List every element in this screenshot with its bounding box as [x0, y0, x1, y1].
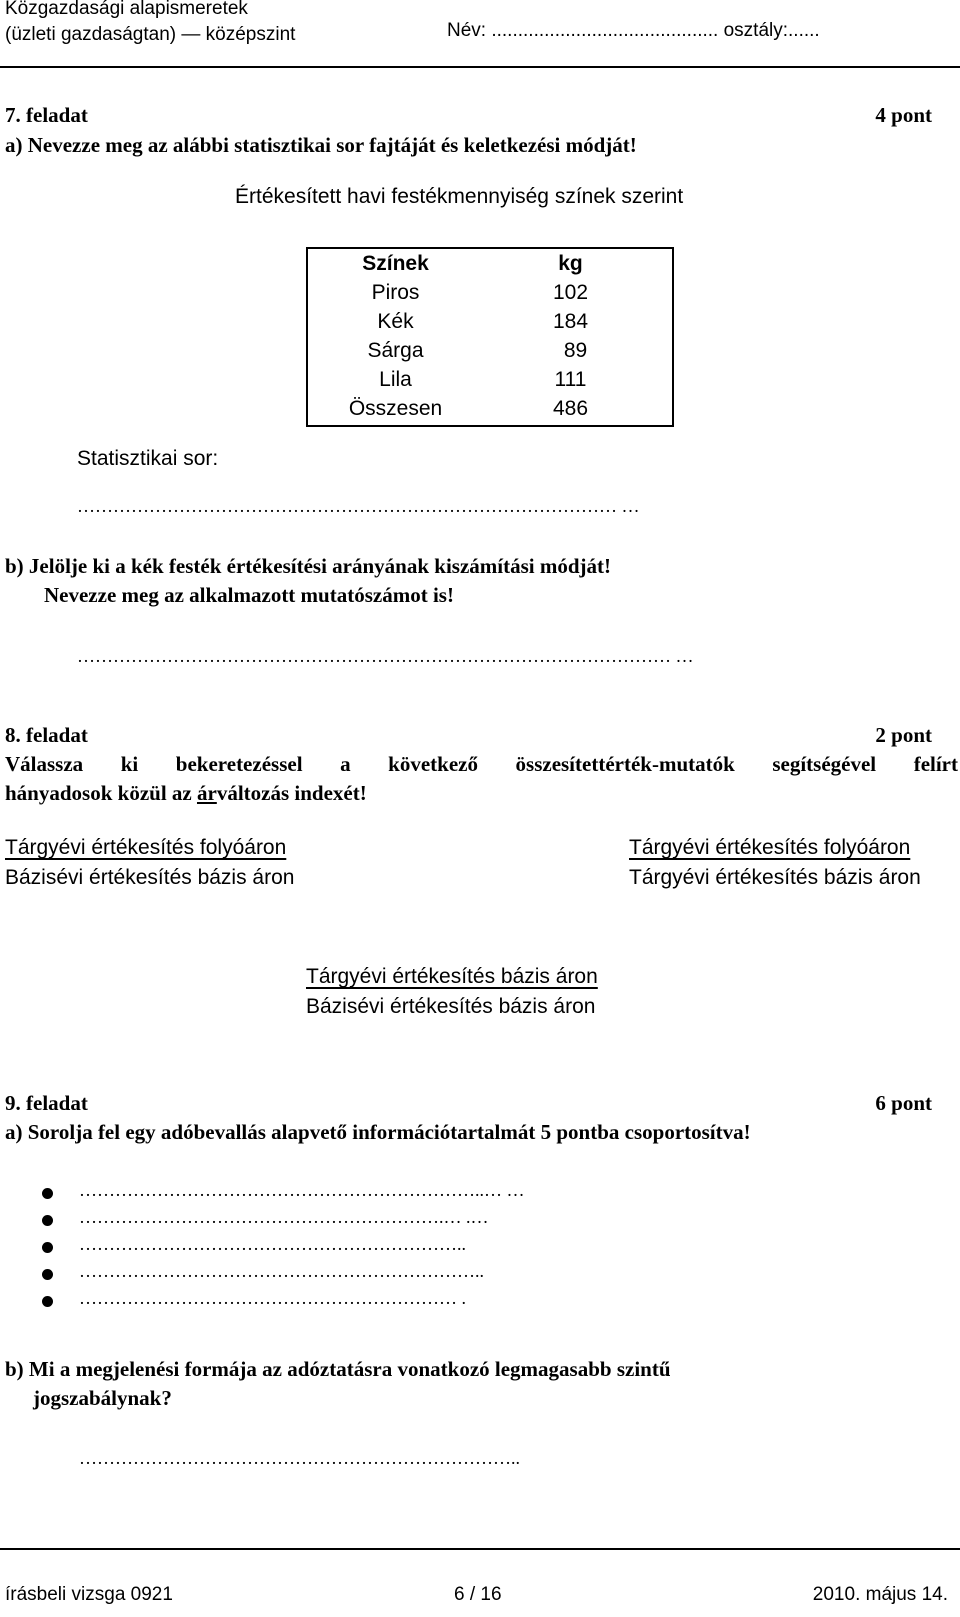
table-row: [308, 281, 672, 311]
question-underlined: ár: [196, 781, 217, 805]
task9-title: 9. feladat: [5, 1091, 88, 1115]
task9-points: 6 pont: [875, 1091, 932, 1115]
task7-points: 4 pont: [875, 103, 932, 127]
task8-title: 8. feladat: [5, 723, 88, 747]
table-cell: 111: [554, 368, 587, 391]
answer-line[interactable]: ………………………………………………………………..: [79, 1448, 520, 1468]
fraction-option-1[interactable]: [5, 833, 294, 893]
answer-line[interactable]: …………………………………………………………..… …: [79, 1180, 525, 1200]
table-title: Értékesített havi festékmennyiség színek szerint: [235, 185, 684, 208]
table-cell: Összesen: [348, 397, 443, 420]
table-row: [308, 368, 672, 398]
table-header-kg: kg: [558, 252, 583, 275]
task9-b-question: b) Mi a megjelenési formája az adóztatásra vonatkozó legmagasabb szintű: [5, 1357, 671, 1381]
footer-divider: [0, 1548, 960, 1550]
stat-series-label: Statisztikai sor:: [77, 447, 219, 470]
fraction-denominator: Tárgyévi értékesítés bázis áron: [629, 866, 921, 889]
answer-line[interactable]: ……………………………………………………………………………………… …: [77, 646, 694, 666]
task7-b-question: b) Jelölje ki a kék festék értékesítési arányának kiszámítási módját!: [5, 554, 612, 578]
answer-line[interactable]: ……………………………………………………… .: [79, 1288, 466, 1308]
table-header-colors: Színek: [362, 252, 429, 275]
subject-title-line1: Közgazdasági alapismeretek: [5, 0, 248, 19]
table-row: [308, 310, 672, 340]
task8-points: 2 pont: [875, 723, 932, 747]
bullet-icon: [42, 1188, 53, 1199]
table-cell: Sárga: [367, 339, 424, 362]
footer-exam-code: írásbeli vizsga 0921: [5, 1584, 173, 1605]
task9-b-question-2: jogszabálynak?: [33, 1386, 172, 1410]
name-class-field: Név: ........................................... osztály:......: [447, 20, 820, 41]
fraction-denominator: Bázisévi értékesítés bázis áron: [5, 866, 295, 889]
footer-date: 2010. május 14.: [812, 1584, 948, 1605]
fraction-option-2[interactable]: [629, 833, 921, 893]
table-cell: Kék: [377, 310, 414, 333]
answer-line[interactable]: …………………………………………………………..: [79, 1261, 484, 1281]
header-divider: [0, 66, 960, 68]
task9-a-question: a) Sorolja fel egy adóbevallás alapvető információtartalmát 5 pontba csoportosítva!: [5, 1120, 751, 1144]
fraction-option-3[interactable]: [306, 962, 598, 1022]
table-row: [308, 397, 672, 427]
table-header-row: [308, 252, 672, 282]
bullet-icon: [42, 1242, 53, 1253]
answer-line[interactable]: ………………………………………………………..: [79, 1234, 466, 1254]
answer-line[interactable]: ……………………………………………………………………………… …: [77, 496, 640, 516]
task7-a-question: a) Nevezze meg az alábbi statisztikai sor fajtáját és keletkezési módját!: [5, 133, 637, 157]
page-number: 6 / 16: [454, 1584, 502, 1605]
table-cell: Piros: [371, 281, 420, 304]
bullet-icon: [42, 1215, 53, 1226]
fraction-denominator: Bázisévi értékesítés bázis áron: [306, 995, 596, 1018]
bullet-icon: [42, 1269, 53, 1280]
table-row: [308, 339, 672, 369]
paint-table: [306, 247, 674, 427]
task8-question: Válassza ki bekeretezéssel a következő összesítettérték-mutatók segítségével felírt: [5, 752, 958, 776]
table-cell: Lila: [379, 368, 412, 391]
fraction-numerator: Tárgyévi értékesítés folyóáron: [629, 836, 911, 859]
question-text: hányadosok közül az: [5, 781, 197, 805]
table-cell: 102: [552, 281, 589, 304]
table-cell: 184: [552, 310, 589, 333]
bullet-icon: [42, 1296, 53, 1307]
fraction-numerator: Tárgyévi értékesítés bázis áron: [306, 965, 598, 988]
table-cell: 89: [563, 339, 588, 362]
task7-title: 7. feladat: [5, 103, 88, 127]
task7-b-question-2: Nevezze meg az alkalmazott mutatószámot is!: [44, 583, 454, 607]
question-text: változás indexét!: [216, 781, 367, 805]
task8-question-2: [5, 781, 367, 806]
table-cell: 486: [552, 397, 589, 420]
answer-line[interactable]: …………………………………………………….… .…: [79, 1207, 489, 1227]
subject-title-line2: (üzleti gazdaságtan) — középszint: [5, 24, 296, 45]
fraction-numerator: Tárgyévi értékesítés folyóáron: [5, 836, 287, 859]
